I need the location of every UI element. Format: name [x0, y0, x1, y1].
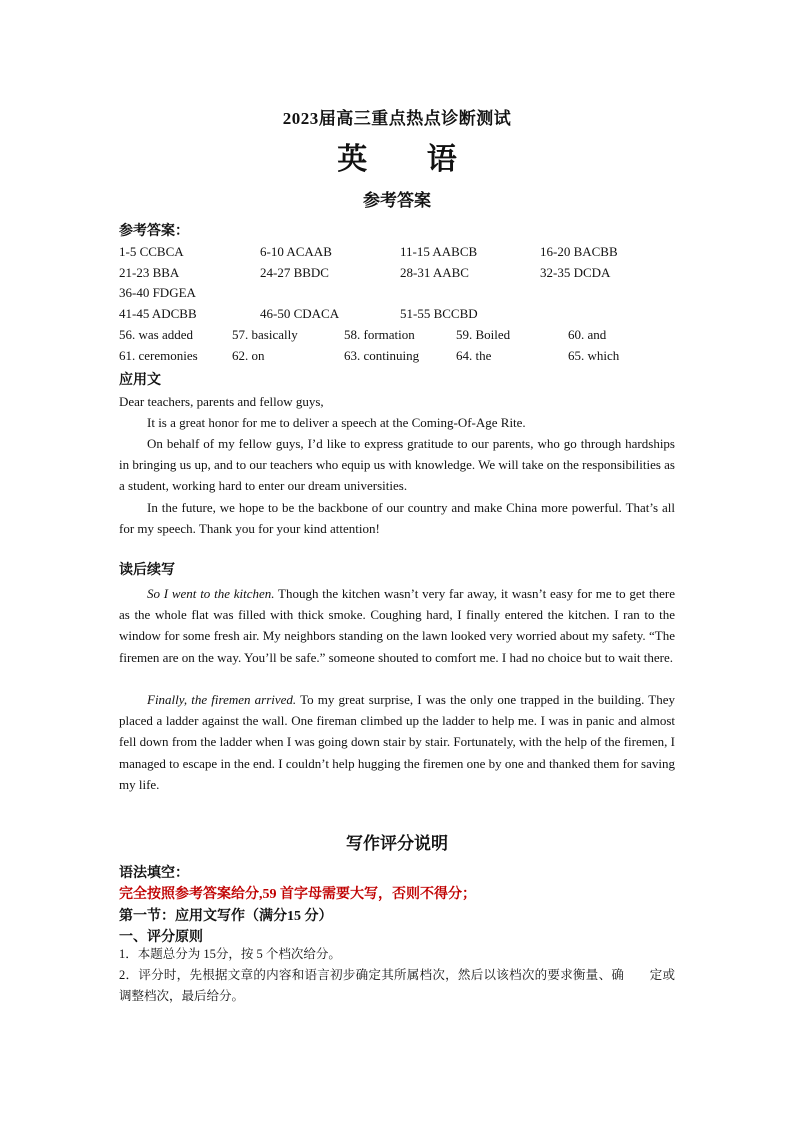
scoring-item-1: 1．本题总分为 15分，按 5 个档次给分。	[119, 947, 341, 961]
answer-cell: 59. Boiled	[456, 327, 511, 342]
answer-cell: 46-50 CDACA	[260, 306, 340, 321]
answer-cell: 62. on	[232, 348, 265, 363]
answer-cell: 32-35 DCDA	[540, 265, 611, 280]
answer-cell: 64. the	[456, 348, 492, 363]
letter-salutation: Dear teachers, parents and fellow guys,	[119, 394, 324, 409]
answer-cell: 21-23 BBA	[119, 265, 180, 280]
continuation-paragraph-2	[119, 689, 675, 795]
answer-cell: 58. formation	[344, 327, 415, 342]
letter-paragraph: In the future, we hope to be the backbone of our country and make China more powerful. That’s all for my speech. Thank you for your kind attention!	[119, 500, 675, 537]
answer-row	[119, 244, 679, 264]
answer-cell: 65. which	[568, 348, 620, 363]
subject-title: 英 语	[337, 143, 483, 176]
answer-cell: 51-55 BCCBD	[400, 306, 478, 321]
answer-cell: 63. continuing	[344, 348, 420, 363]
scoring-item-2: 2．评分时，先根据文章的内容和语言初步确定其所属档次，然后以该档次的要求衡量、确 定或调整档次，最后给分。	[119, 968, 675, 1004]
answer-row	[119, 327, 679, 347]
answer-row	[119, 348, 679, 368]
principles-heading: 一、评分原则	[119, 930, 203, 945]
answer-row	[119, 306, 679, 326]
answer-subtitle: 参考答案	[363, 191, 431, 210]
exam-title: 2023届高三重点热点诊断测试	[282, 109, 512, 128]
letter-paragraph: It is a great honor for me to deliver a speech at the Coming-Of-Age Rite.	[147, 415, 526, 430]
answer-cell: 41-45 ADCBB	[119, 306, 197, 321]
continuation-paragraph-1	[119, 583, 675, 668]
answer-cell: 16-20 BACBB	[540, 244, 618, 259]
paragraph-lead-sentence: So I went to the kitchen.	[147, 586, 275, 601]
answers-heading: 参考答案：	[119, 224, 189, 239]
practical-writing-heading: 应用文	[119, 373, 161, 388]
answer-cell: 61. ceremonies	[119, 348, 198, 363]
answer-row	[119, 265, 679, 285]
answer-cell: 24-27 BBDC	[260, 265, 329, 280]
paragraph-lead-sentence: Finally, the firemen arrived.	[147, 692, 297, 707]
answer-row	[119, 285, 679, 305]
answer-cell: 36-40 FDGEA	[119, 285, 196, 300]
letter-paragraph: On behalf of my fellow guys, I’d like to express gratitude to our parents, who go through hardships in bringing us up, and to our teachers who equip us with knowledge. We will take on the responsibilities as a student, working hard to enter our dream universities.	[119, 436, 675, 494]
answer-cell: 28-31 AABC	[400, 265, 469, 280]
scoring-title: 写作评分说明	[346, 834, 448, 853]
answer-cell: 56. was added	[119, 327, 194, 342]
paragraph-body: To my great surprise, I was the only one trapped in the building. They placed a ladder against the wall. One fireman climbed up the ladder to help me. I was in panic and almost fell down from the ladder when I was going down stair by stair. Fortunately, with the help of the firemen, I managed to escape in the end. I couldn’t help hugging the firemen one by one and thanked them for saving my life.	[119, 692, 675, 792]
grammar-scoring-note: 完全按照参考答案给分,59 首字母需要大写，否则不得分；	[119, 887, 476, 902]
answer-cell: 11-15 AABCB	[400, 244, 478, 259]
paragraph-body: Though the kitchen wasn’t very far away, it wasn’t easy for me to get there as the whole flat was filled with thick smoke. Coughing hard, I finally entered the kitchen. I ran to the window for some fresh air. My neighbors standing on the lawn looked very worried about my safety. “The firemen are on the way. You’ll be safe.” someone shouted to comfort me. I had no choice but to wait there.	[119, 586, 675, 665]
answer-cell: 6-10 ACAAB	[260, 244, 332, 259]
section-one-heading: 第一节：应用文写作（满分15 分）	[119, 909, 333, 924]
grammar-heading: 语法填空：	[119, 866, 189, 881]
answer-cell: 57. basically	[232, 327, 298, 342]
continuation-heading: 读后续写	[119, 563, 175, 578]
answer-cell: 60. and	[568, 327, 607, 342]
answer-cell: 1-5 CCBCA	[119, 244, 184, 259]
